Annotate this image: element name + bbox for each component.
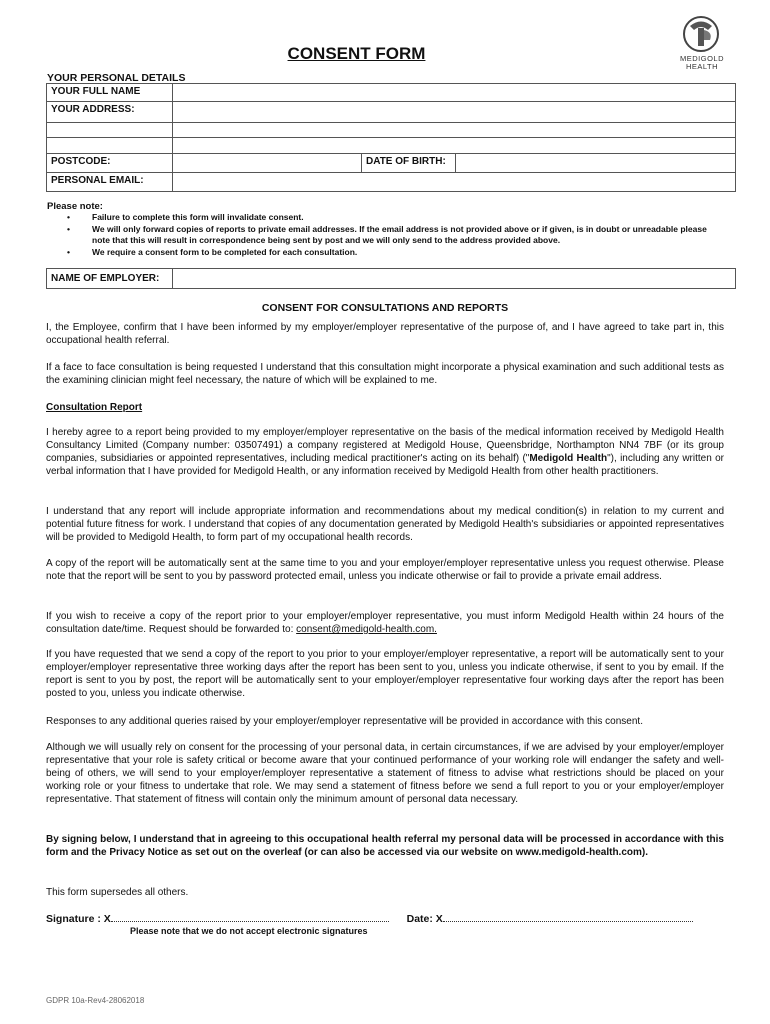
full-name-field[interactable]	[173, 84, 736, 102]
consent-heading: CONSENT FOR CONSULTATIONS AND REPORTS	[261, 302, 509, 314]
date-line[interactable]	[443, 912, 693, 922]
address-field-2[interactable]	[173, 123, 736, 138]
notes-list	[47, 212, 712, 258]
note-item: • Failure to complete this form will invalidate consent.	[47, 212, 712, 224]
p6-text: If you wish to receive a copy of the report prior to your employer/employer representative, you must inform Medigold Health within 24 hours of the consultation date/time. Request should be forwarded to:	[46, 611, 724, 635]
signature-line[interactable]	[111, 912, 389, 922]
consent-paragraph-4: I understand that any report will include appropriate information and recommendations about my medical condition(s) in relation to my current and potential future fitness for work. I understand that copies of any documentation generated by Medigold Health's subsidiaries or appointed representatives will be provided to Medigold Health, to form part of my occupational health records.	[46, 506, 724, 543]
medigold-logo	[668, 14, 736, 74]
signature-note: Please note that we do not accept electronic signatures	[130, 926, 368, 936]
consent-paragraph-6	[46, 610, 724, 636]
notes-heading: Please note:	[47, 201, 103, 212]
note-item: • We will only forward copies of reports to private email addresses. If the email address is not provided above or if given, is in doubt or unreadable please note that this will result in correspondence being sent by post and we will only send to the address provided above.	[47, 224, 712, 247]
signature-row	[46, 912, 693, 925]
employer-table	[46, 268, 736, 289]
postcode-label: POSTCODE:	[47, 154, 173, 173]
p3-text-a: I hereby agree to a report being provided to my employer/employer representative on the basis of the medical information received by Medigold Health Consultancy Limited (Company number: 03507491) a company registered at Medigold House, Queensbridge, Northampton NN4 7BF (or its group companies, subsidiaries or appointed representatives, including medical practitioner's acting on its behalf) ("	[46, 427, 724, 464]
consent-paragraph-3	[46, 426, 724, 478]
personal-details-table	[46, 83, 736, 192]
full-name-label: YOUR FULL NAME	[47, 84, 173, 102]
employer-field[interactable]	[173, 269, 736, 289]
employer-label: NAME OF EMPLOYER:	[47, 269, 173, 289]
dob-label: DATE OF BIRTH:	[362, 154, 456, 173]
consent-paragraph-8: Responses to any additional queries raised by your employer/employer representative will be provided in accordance with this consent.	[46, 716, 643, 727]
address-blank-2	[47, 138, 173, 154]
p3-bold: Medigold Health	[529, 453, 608, 464]
consent-paragraph-2: If a face to face consultation is being requested I understand that this consultation might incorporate a physical examination and such additional tests as the examining clinician might feel necessary, the nature of which will be explained to me.	[46, 362, 724, 386]
consent-paragraph-7: If you have requested that we send a copy of the report to you prior to your employer/employer representative, a report will be automatically sent to your employer/employer representative three working days after the report has been sent to you, unless you indicate otherwise, if sent to you by email. If the report is sent to you by post, the report will be automatically sent to your employer/employer representative four working days after the report has been posted to you, unless you indicate otherwise.	[46, 649, 724, 699]
consent-paragraph-5: A copy of the report will be automatically sent at the same time to you and your employer/employer representative unless you request otherwise. Please note that the report will be sent to you by password protected email, unless you indicate otherwise or fail to provide a private email address.	[46, 558, 724, 582]
consent-paragraph-10: By signing below, I understand that in agreeing to this occupational health referral my personal data will be processed in accordance with this form and the Privacy Notice as set out on the overleaf (or can also be accessed via our website on www.medigold-health.com).	[46, 834, 724, 858]
personal-details-heading: YOUR PERSONAL DETAILS	[47, 72, 186, 84]
address-blank-1	[47, 123, 173, 138]
logo-text-1: MEDIGOLD	[679, 54, 724, 63]
address-field-1[interactable]	[173, 102, 736, 123]
address-label: YOUR ADDRESS:	[47, 102, 173, 123]
logo-text-2: HEALTH	[685, 62, 719, 71]
consent-email-link[interactable]: consent@medigold-health.com.	[296, 624, 437, 635]
note-item: • We require a consent form to be completed for each consultation.	[47, 247, 712, 259]
page-title: CONSENT FORM	[287, 44, 426, 63]
document-code: GDPR 10a-Rev4-28062018	[46, 996, 145, 1005]
personal-email-field[interactable]	[173, 173, 736, 192]
consent-paragraph-1: I, the Employee, confirm that I have been informed by my employer/employer representative of the purpose of, and I have agreed to take part in, this occupational health referral.	[46, 322, 724, 346]
medigold-logo-icon	[680, 14, 722, 54]
personal-email-label: PERSONAL EMAIL:	[47, 173, 173, 192]
p3-text-b: "), including any written or verbal information that I have provided for Medigold Health, or any information received by Medigold Health from other health practitioners.	[46, 453, 724, 477]
postcode-field[interactable]	[173, 154, 362, 173]
signature-label: Signature : X	[46, 913, 111, 925]
consent-paragraph-11: This form supersedes all others.	[46, 887, 189, 898]
date-label: Date: X	[406, 913, 443, 925]
address-field-3[interactable]	[173, 138, 736, 154]
consultation-report-heading: Consultation Report	[46, 402, 143, 413]
consent-paragraph-9: Although we will usually rely on consent for the processing of your personal data, in certain circumstances, if we are advised by your employer/employer representative that your role is safety critical or become aware that your continued performance of your working role will endanger the safety and well-being of others, we will send to your employer/employer representative a statement of fitness to advise what restrictions should be placed on your working role or your fitness to undertake that role. We may send a statement of fitness before we send a full report to you or your employer/employer representative. That statement of fitness will contain only the minimum amount of personal data necessary.	[46, 742, 724, 805]
dob-field[interactable]	[456, 154, 736, 173]
